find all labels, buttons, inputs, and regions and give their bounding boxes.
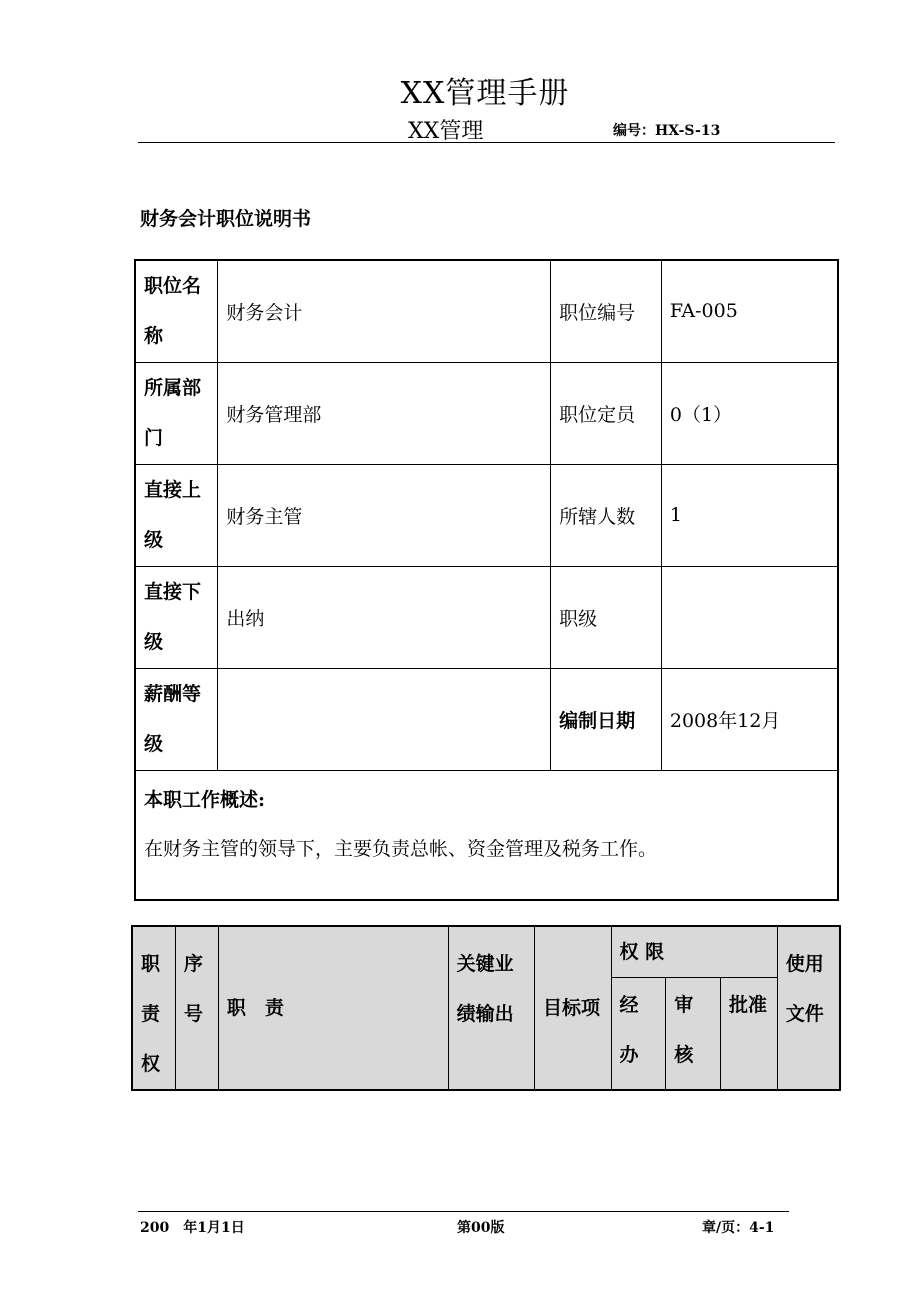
- limit-header: 权 限: [611, 926, 777, 978]
- department-label: 所属部门: [135, 362, 218, 464]
- docs-header: 使用文件: [777, 926, 840, 1090]
- approve-header: 批准: [721, 978, 778, 1090]
- handle-header: 经办: [611, 978, 666, 1090]
- table-row: [135, 770, 838, 900]
- kpi-header: 关键业绩输出: [448, 926, 534, 1090]
- footer-version: 第00版: [457, 1220, 505, 1236]
- table-row: [135, 668, 838, 770]
- duty-header: 职 责: [218, 926, 448, 1090]
- footer-page: 章/页：4-1: [702, 1220, 775, 1236]
- grade-label: 职级: [551, 566, 662, 668]
- position-name-label: 职位名称: [135, 260, 218, 362]
- header-divider: [138, 142, 835, 143]
- compiled-date-label: 编制日期: [551, 668, 662, 770]
- subordinates-count-value: 1: [661, 464, 838, 566]
- subordinate-label: 直接下级: [135, 566, 218, 668]
- section-title: 财务会计职位说明书: [140, 208, 312, 230]
- footer-divider: [138, 1211, 789, 1212]
- review-header: 审核: [666, 978, 721, 1090]
- salary-value: [218, 668, 551, 770]
- sub-title: XX管理: [408, 119, 484, 144]
- table-row: [135, 362, 838, 464]
- footer-date: 200 年1月1日: [140, 1220, 245, 1236]
- seq-header: 序号: [175, 926, 218, 1090]
- subordinate-value: 出纳: [218, 566, 551, 668]
- superior-label: 直接上级: [135, 464, 218, 566]
- summary-cell: [135, 770, 838, 900]
- target-header: 目标项: [535, 926, 611, 1090]
- summary-text: 在财务主管的领导下，主要负责总帐、资金管理及税务工作。: [144, 837, 658, 860]
- position-code-value: FA-005: [661, 260, 838, 362]
- subordinates-count-label: 所辖人数: [551, 464, 662, 566]
- summary-title: 本职工作概述:: [144, 788, 266, 811]
- headcount-value: 0（1）: [661, 362, 838, 464]
- manual-title: XX管理手册: [400, 76, 570, 111]
- duty-header-table: [131, 925, 841, 1091]
- authority-header: 职责权: [132, 926, 175, 1090]
- salary-label: 薪酬等级: [135, 668, 218, 770]
- department-value: 财务管理部: [218, 362, 551, 464]
- position-info-table: [134, 259, 839, 901]
- table-row: [135, 464, 838, 566]
- position-code-label: 职位编号: [551, 260, 662, 362]
- headcount-label: 职位定员: [551, 362, 662, 464]
- table-row: [132, 926, 840, 978]
- grade-value: [661, 566, 838, 668]
- position-name-value: 财务会计: [218, 260, 551, 362]
- document-code: 编号：HX-S-13: [613, 123, 721, 139]
- table-row: [135, 566, 838, 668]
- superior-value: 财务主管: [218, 464, 551, 566]
- compiled-date-value: 2008年12月: [661, 668, 838, 770]
- table-row: [135, 260, 838, 362]
